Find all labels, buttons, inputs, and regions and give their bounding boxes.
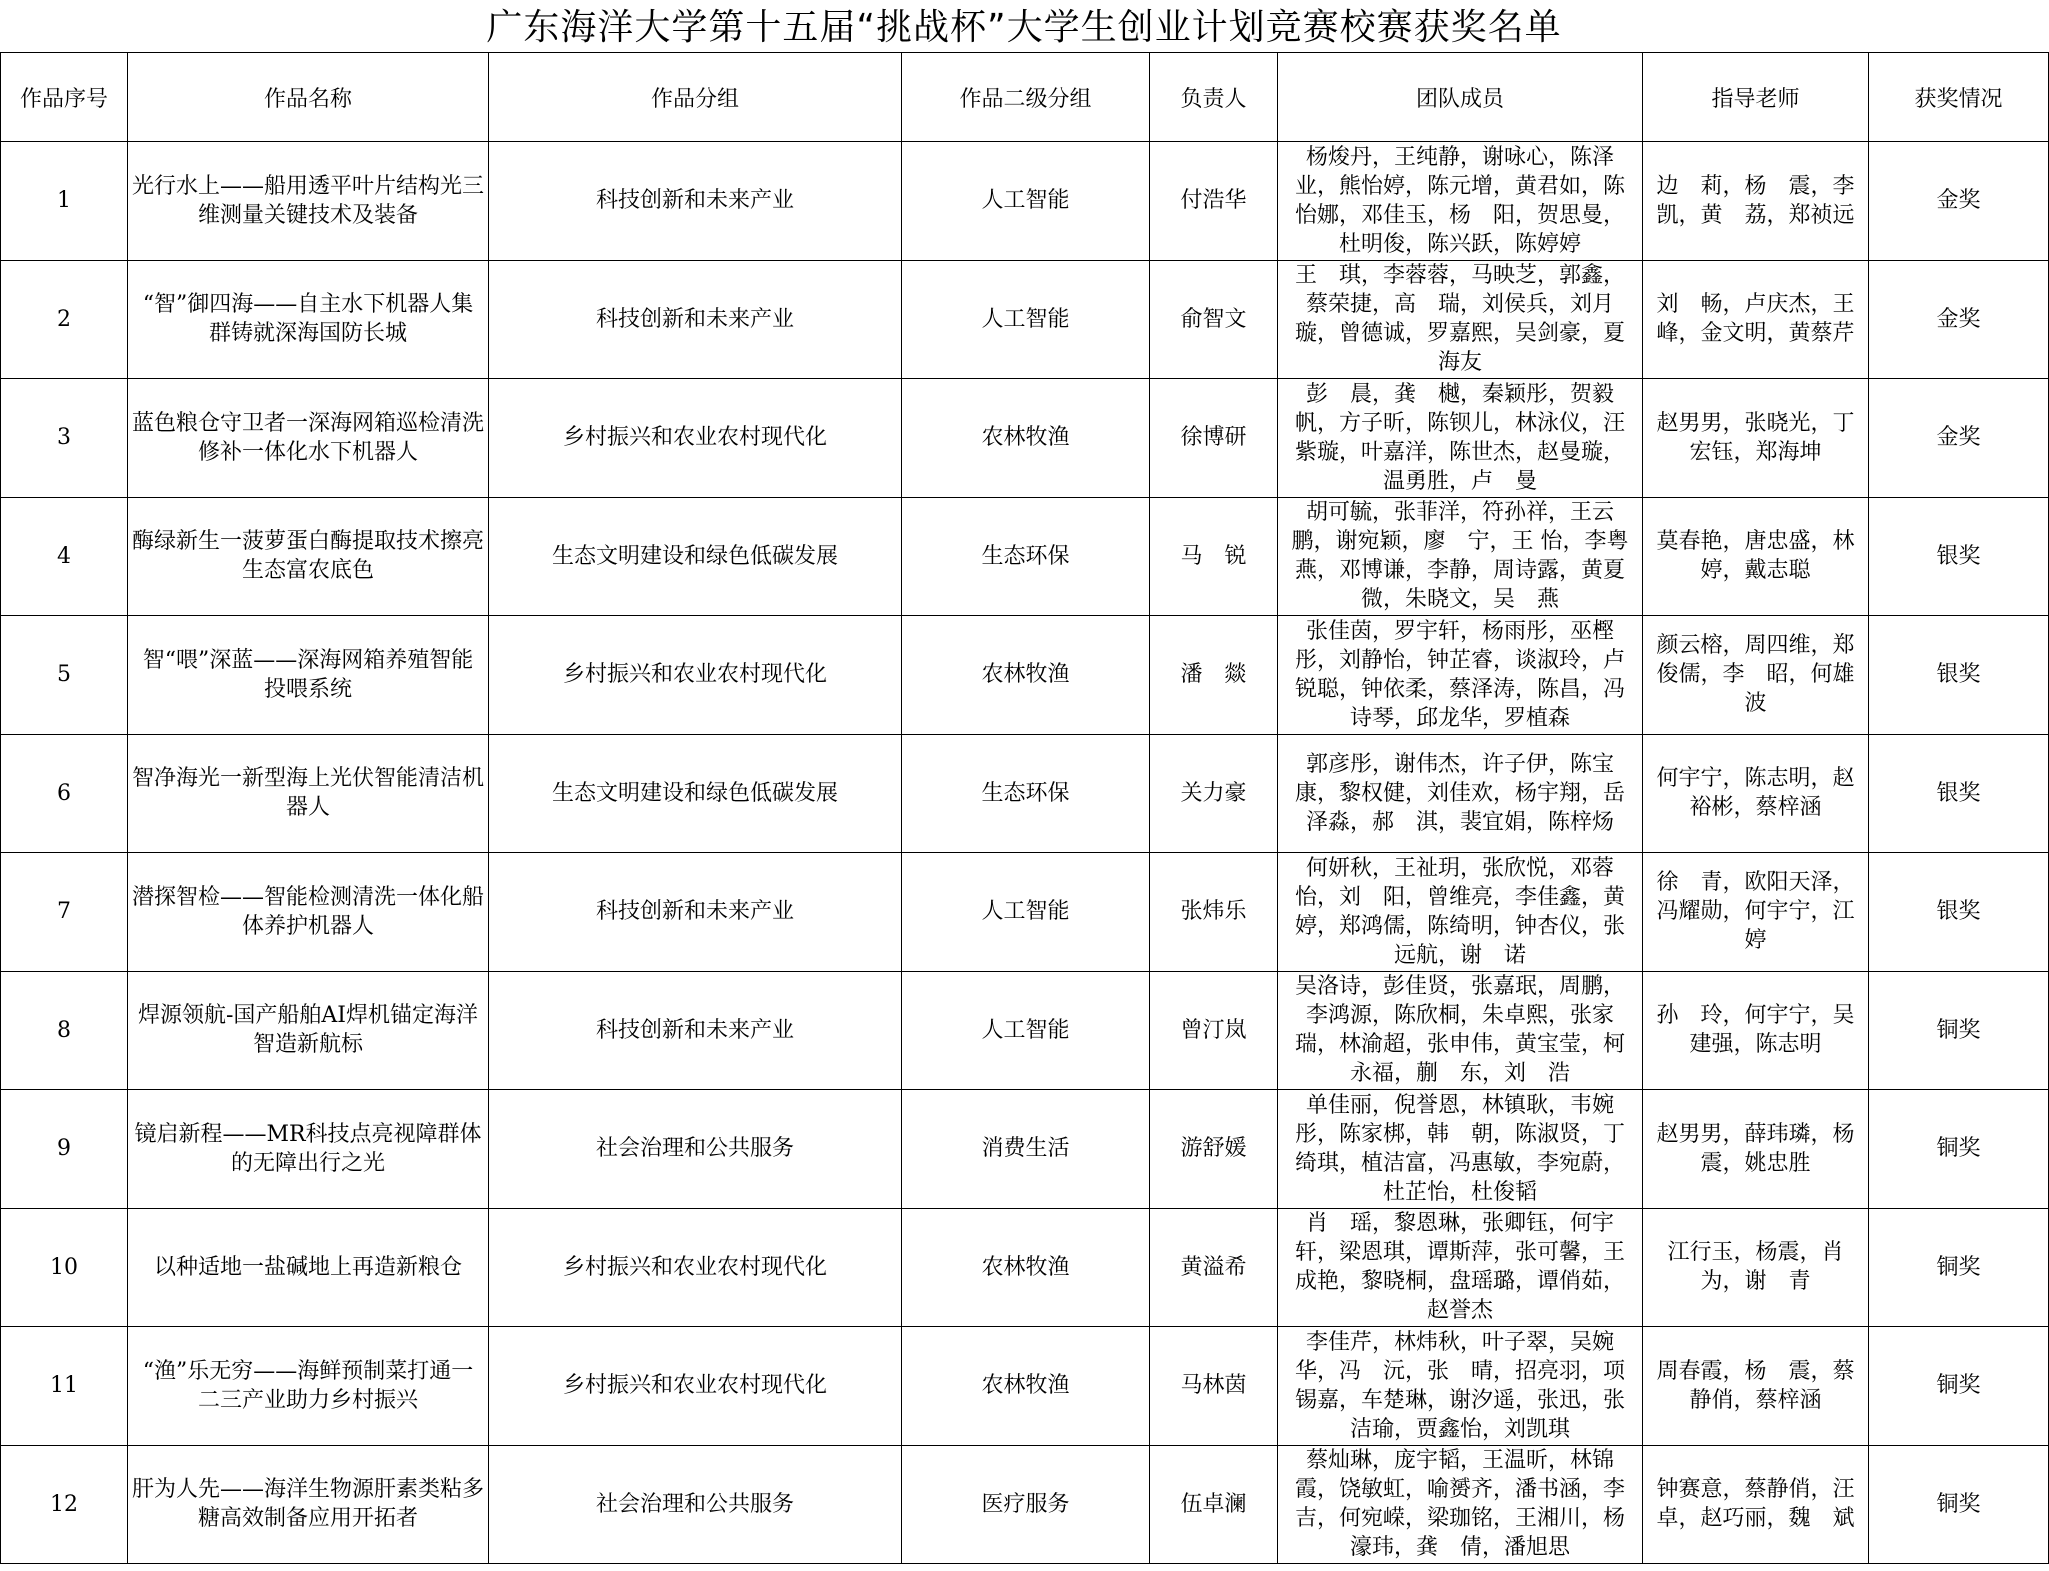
cell-name-text: 酶绿新生一菠萝蛋白酶提取技术擦亮生态富农底色 [132,529,485,584]
cell-leader-text: 付浩华 [1180,188,1247,214]
cell-name-text: 智净海光一新型海上光伏智能清洁机器人 [132,766,485,821]
cell-subgroup [902,1445,1150,1564]
cell-no [1,142,128,261]
cell-no [1,1327,128,1446]
cell-subgroup-text: 农林牧渔 [981,1373,1070,1399]
cell-teachers-text: 周春霞，杨 震，蔡静俏，蔡梓涵 [1656,1358,1855,1413]
cell-no-text: 11 [50,1373,78,1399]
cell-no-text: 5 [57,662,71,688]
cell-name [128,142,489,261]
cell-name [128,971,489,1090]
cell-no [1,734,128,853]
cell-name [128,616,489,735]
cell-award [1869,1327,2049,1446]
cell-teachers-text: 边 莉，杨 震，李 凯，黄 荔，郑祯远 [1656,173,1877,228]
cell-no-text: 8 [57,1017,71,1043]
cell-leader [1150,379,1278,498]
cell-no-text: 3 [57,425,71,451]
cell-teachers [1643,1208,1869,1327]
cell-members [1278,1208,1643,1327]
cell-award [1869,1445,2049,1564]
cell-members [1278,734,1643,853]
award-table-body [1,142,2049,1564]
cell-name-text: 潜探智检——智能检测清洗一体化船体养护机器人 [132,884,485,939]
cell-name [128,1208,489,1327]
cell-subgroup [902,1208,1150,1327]
cell-no [1,379,128,498]
cell-award-text: 铜奖 [1936,1491,1981,1517]
cell-award-text: 银奖 [1936,780,1981,806]
cell-name-text: 肝为人先——海洋生物源肝素类粘多糖高效制备应用开拓者 [132,1477,485,1532]
cell-members-text: 杨焌丹，王纯静，谢咏心，陈泽业，熊怡婷，陈元增，黄君如，陈怡娜，邓佳玉，杨 阳，贺思曼，杜明俊，陈兴跃，陈婷婷 [1294,144,1625,257]
cell-name-text: 蓝色粮仓守卫者一深海网箱巡检清洗修补一体化水下机器人 [132,410,485,465]
table-row [1,616,2049,735]
cell-no-text: 12 [50,1491,78,1517]
cell-subgroup-text: 消费生活 [981,1136,1070,1162]
cell-name [128,260,489,379]
cell-leader [1150,1090,1278,1209]
cell-group [489,853,902,972]
cell-leader [1150,734,1278,853]
award-table [0,52,2049,1564]
cell-no [1,616,128,735]
cell-name-text: 焊源领航-国产船舶AI焊机锚定海洋智造新航标 [137,1003,478,1058]
cell-group [489,1445,902,1564]
cell-group [489,260,902,379]
cell-name-text: “渔”乐无穷——海鲜预制菜打通一二三产业助力乡村振兴 [142,1358,474,1413]
cell-members [1278,853,1648,972]
cell-subgroup [902,260,1150,379]
cell-award-text: 铜奖 [1936,1136,1981,1162]
cell-award-text: 银奖 [1936,662,1981,688]
cell-no [1,1208,128,1327]
table-row [1,497,2049,616]
cell-teachers [1643,142,1877,261]
cell-leader [1150,260,1278,379]
header-subgroup: 作品二级分组 [902,53,1150,142]
table-row [1,1445,2049,1564]
cell-members [1278,1090,1643,1209]
cell-award [1869,971,2049,1090]
cell-leader-text: 马 锐 [1180,543,1247,569]
cell-award [1869,853,2049,972]
cell-leader [1150,616,1278,735]
cell-award [1869,1208,2049,1327]
cell-members-text: 王 琪，李蓉蓉，马映芝，郭鑫，蔡荣捷，高 瑞，刘侯兵，刘月璇，曾德诚，罗嘉熙，吴剑豪，夏海友 [1294,263,1625,376]
cell-members-text: 李佳芹，林炜秋，叶子翠，吴婉华，冯 沅，张 晴，招亮羽，项锡嘉，车楚琳，谢汐遥，张迅，张洁瑜，贾鑫怡，刘凯琪 [1294,1329,1625,1442]
cell-teachers-text: 孙 玲，何宇宁，吴建强，陈志明 [1656,1003,1855,1058]
table-row [1,1090,2049,1209]
cell-subgroup-text: 生态环保 [981,780,1070,806]
cell-no-text: 4 [57,543,71,569]
cell-award [1869,734,2049,853]
cell-group-text: 社会治理和公共服务 [595,1491,794,1517]
table-row [1,379,2049,498]
cell-teachers [1643,971,1869,1090]
cell-group-text: 生态文明建设和绿色低碳发展 [551,543,838,569]
header-row [1,53,2049,142]
cell-leader-text: 徐博研 [1180,425,1247,451]
cell-award [1869,142,2049,261]
cell-subgroup [902,1090,1150,1209]
cell-subgroup [902,379,1150,498]
cell-subgroup-text: 农林牧渔 [981,425,1070,451]
cell-group-text: 科技创新和未来产业 [595,188,794,214]
cell-leader-text: 黄溢希 [1180,1254,1247,1280]
cell-members-text: 张佳茵，罗宇轩，杨雨彤，巫樫彤，刘静怡，钟芷睿，谈淑玲，卢锐聪，钟依柔，蔡泽涛，陈昌，冯诗琴，邱龙华，罗植森 [1294,618,1625,731]
header-members: 团队成员 [1278,53,1643,142]
cell-no-text: 6 [57,780,71,806]
cell-members-text: 郭彦彤，谢伟杰，许子伊，陈宝康，黎权健，刘佳欢，杨宇翔，岳泽淼，郝 淇，裴宜娟，陈梓炀 [1294,751,1625,835]
cell-no [1,971,128,1090]
cell-group [489,616,902,735]
cell-award [1869,379,2049,498]
cell-teachers-text: 何宇宁，陈志明，赵裕彬，蔡梓涵 [1656,766,1855,821]
cell-members [1278,142,1643,261]
cell-subgroup-text: 人工智能 [981,899,1070,925]
cell-no-text: 9 [57,1136,71,1162]
cell-name [128,1445,489,1564]
cell-members-text: 胡可毓，张菲洋，符孙祥，王云鹏，谢宛颖，廖 宁，王 怡，李粤燕，邓博谦，李静，周诗露，黄夏微，朱晓文，吴 燕 [1291,500,1629,613]
cell-name-text: 镜启新程——MR科技点亮视障群体的无障出行之光 [134,1121,482,1176]
cell-award [1869,497,2049,616]
table-row [1,853,2049,972]
cell-teachers-text: 徐 青，欧阳天泽，冯耀勋，何宇宁，江婷 [1656,870,1855,954]
cell-subgroup-text: 人工智能 [981,306,1070,332]
cell-no-text: 1 [57,188,71,214]
cell-name-text: 智“喂”深蓝——深海网箱养殖智能投喂系统 [142,647,474,702]
cell-leader [1150,142,1278,261]
cell-no-text: 2 [57,306,71,332]
cell-subgroup-text: 农林牧渔 [981,1254,1070,1280]
cell-members [1278,379,1643,498]
cell-no-text: 7 [57,899,71,925]
cell-subgroup [902,142,1150,261]
cell-group-text: 乡村振兴和农业农村现代化 [562,1373,827,1399]
cell-members [1278,616,1643,735]
cell-teachers [1643,497,1869,616]
cell-teachers [1643,734,1869,853]
cell-members-text: 蔡灿琳，庞宇韬，王温昕，林锦霞，饶敏虹，喻赟齐，潘书涵，李 吉，何宛嵘，梁珈铭，王湘川，杨濠玮，龚 倩，潘旭思 [1294,1448,1648,1561]
cell-award-text: 金奖 [1936,188,1981,214]
table-row [1,971,2049,1090]
cell-leader-text: 俞智文 [1180,306,1247,332]
cell-award [1869,1090,2049,1209]
cell-no [1,853,128,972]
cell-name [128,1090,489,1209]
cell-subgroup-text: 农林牧渔 [981,662,1070,688]
cell-teachers-text: 赵男男，张晓光，丁宏钰，郑海坤 [1656,410,1855,465]
cell-members-text: 何妍秋，王祉玥，张欣悦，邓蓉怡，刘 阳，曾维亮，李佳鑫，黄 婷，郑鸿儒，陈绮明，钟杏仪，张远航，谢 诺 [1294,855,1648,968]
cell-leader [1150,1208,1278,1327]
cell-leader [1150,1445,1278,1564]
cell-subgroup [902,853,1150,972]
cell-members-text: 肖 瑶，黎恩琳，张卿钰，何宇轩，梁恩琪，谭斯萍，张可馨，王成艳，黎晓桐，盘瑶璐，谭俏茹，赵誉杰 [1294,1211,1625,1324]
header-no: 作品序号 [1,53,128,142]
cell-group-text: 科技创新和未来产业 [595,899,794,925]
cell-name [128,497,489,616]
cell-teachers [1643,260,1869,379]
cell-leader-text: 张炜乐 [1180,899,1247,925]
cell-teachers [1643,1090,1869,1209]
cell-group [489,1208,902,1327]
cell-teachers [1643,379,1869,498]
cell-members [1278,1327,1643,1446]
cell-name-text: 光行水上——船用透平叶片结构光三维测量关键技术及装备 [132,173,485,228]
cell-subgroup [902,971,1150,1090]
cell-members [1278,971,1643,1090]
cell-subgroup [902,734,1150,853]
cell-name [128,853,489,972]
header-leader: 负责人 [1150,53,1278,142]
cell-group [489,379,902,498]
cell-members [1278,1445,1648,1564]
cell-no [1,1090,128,1209]
cell-name [128,379,489,498]
cell-group-text: 生态文明建设和绿色低碳发展 [551,780,838,806]
cell-group [489,142,902,261]
cell-subgroup-text: 人工智能 [981,1017,1070,1043]
cell-members-text: 吴洛诗，彭佳贤，张嘉珉，周鹏，李鸿源，陈欣桐，朱卓熙，张家瑞，林渝超，张申伟，黄宝莹，柯永福，蒯 东，刘 浩 [1294,974,1625,1087]
cell-leader [1150,853,1278,972]
cell-award [1869,616,2049,735]
cell-teachers-text: 莫春艳，唐忠盛，林婷，戴志聪 [1656,529,1855,584]
cell-award-text: 银奖 [1936,899,1981,925]
cell-award-text: 金奖 [1936,425,1981,451]
cell-award-text: 金奖 [1936,306,1981,332]
cell-members-text: 单佳丽，倪誉恩，林镇耿，韦婉彤，陈家梆，韩 朝，陈淑贤，丁绮琪，植洁富，冯惠敏，李宛蔚，杜芷怡，杜俊韬 [1294,1092,1625,1205]
table-row [1,260,2049,379]
table-row [1,1208,2049,1327]
cell-award-text: 铜奖 [1936,1254,1981,1280]
cell-teachers [1643,616,1869,735]
cell-leader-text: 关力豪 [1180,780,1247,806]
cell-teachers-text: 赵男男，薛玮璘，杨震，姚忠胜 [1656,1121,1855,1176]
cell-teachers-text: 刘 畅，卢庆杰，王峰，金文明，黄蔡芹 [1656,292,1855,347]
header-name: 作品名称 [128,53,489,142]
header-group: 作品分组 [489,53,902,142]
cell-name-text: 以种适地一盐碱地上再造新粮仓 [153,1254,462,1280]
cell-subgroup [902,616,1150,735]
cell-group-text: 乡村振兴和农业农村现代化 [562,662,827,688]
cell-leader-text: 马林茵 [1180,1373,1247,1399]
cell-teachers [1643,1445,1869,1564]
cell-members-text: 彭 晨，龚 樾，秦颖彤，贺毅帆，方子昕，陈钡儿，林泳仪，汪紫璇，叶嘉洋，陈世杰，赵曼璇，温勇胜，卢 曼 [1294,381,1625,494]
cell-no-text: 10 [50,1254,78,1280]
cell-leader [1150,1327,1278,1446]
page-title: 广东海洋大学第十五届“挑战杯”大学生创业计划竞赛校赛获奖名单 [486,7,1562,48]
cell-group [489,1090,902,1209]
cell-award [1869,260,2049,379]
cell-group [489,971,902,1090]
cell-group-text: 乡村振兴和农业农村现代化 [562,1254,827,1280]
cell-name [128,1327,489,1446]
table-row [1,1327,2049,1446]
table-row [1,142,2049,261]
cell-award-text: 银奖 [1936,543,1981,569]
cell-teachers-text: 江行玉，杨震，肖为，谢 青 [1667,1240,1844,1295]
cell-leader-text: 潘 燚 [1180,662,1247,688]
cell-group [489,497,902,616]
cell-subgroup [902,497,1150,616]
cell-no [1,1445,128,1564]
cell-teachers-text: 颜云榕，周四维，郑俊儒，李 昭，何雄波 [1656,633,1855,717]
cell-subgroup-text: 人工智能 [981,188,1070,214]
cell-group [489,734,902,853]
cell-subgroup-text: 生态环保 [981,543,1070,569]
cell-name [128,734,489,853]
cell-award-text: 铜奖 [1936,1017,1981,1043]
table-row [1,734,2049,853]
cell-leader [1150,971,1278,1090]
cell-award-text: 铜奖 [1936,1373,1981,1399]
cell-leader-text: 伍卓澜 [1180,1491,1247,1517]
cell-subgroup-text: 医疗服务 [981,1491,1070,1517]
cell-name-text: “智”御四海——自主水下机器人集群铸就深海国防长城 [142,292,474,347]
cell-leader [1150,497,1278,616]
cell-leader-text: 游舒媛 [1180,1136,1247,1162]
cell-members [1278,260,1643,379]
cell-group [489,1327,902,1446]
cell-no [1,497,128,616]
cell-group-text: 科技创新和未来产业 [595,306,794,332]
header-award: 获奖情况 [1869,53,2049,142]
cell-no [1,260,128,379]
cell-teachers [1643,853,1869,972]
cell-group-text: 乡村振兴和农业农村现代化 [562,425,827,451]
cell-teachers-text: 钟赛意，蔡静俏，汪卓，赵巧丽，魏 斌 [1656,1477,1855,1532]
cell-group-text: 社会治理和公共服务 [595,1136,794,1162]
cell-group-text: 科技创新和未来产业 [595,1017,794,1043]
cell-leader-text: 曾汀岚 [1180,1017,1247,1043]
cell-subgroup [902,1327,1150,1446]
cell-teachers [1643,1327,1869,1446]
cell-members [1278,497,1643,616]
header-teachers: 指导老师 [1643,53,1869,142]
